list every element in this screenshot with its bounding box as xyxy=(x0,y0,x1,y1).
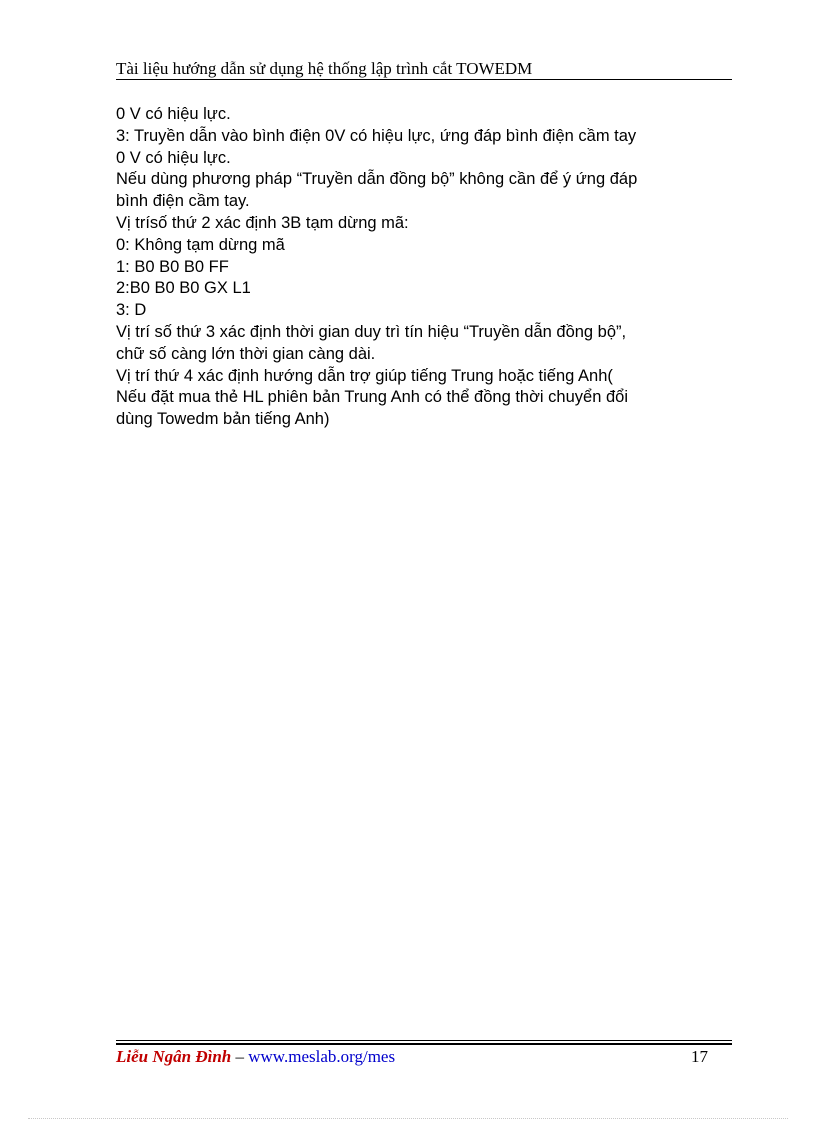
page-number: 17 xyxy=(691,1047,708,1066)
body-line: 0 V có hiệu lực. xyxy=(116,105,231,123)
body-line: 3: D xyxy=(116,301,147,320)
body-line: 0 V có hiệu lực. xyxy=(116,148,231,167)
body-line: 1: B0 B0 B0 FF xyxy=(116,257,229,276)
page-header xyxy=(116,58,732,80)
body-line: Vị trí số thứ 3 xác định thời gian duy trì tín hiệu “Truyền dẫn đồng bộ”, xyxy=(116,322,627,341)
body-line: chữ số càng lớn thời gian càng dài. xyxy=(116,344,376,363)
body-text xyxy=(116,104,730,431)
header-rule xyxy=(116,79,732,80)
body-line: bình điện cầm tay. xyxy=(116,192,250,211)
page-footer xyxy=(116,1045,708,1069)
footer-url-link[interactable]: www.meslab.org/mes xyxy=(248,1047,396,1066)
body-line: Nếu đặt mua thẻ HL phiên bản Trung Anh có thể đồng thời chuyển đổi xyxy=(116,388,628,407)
body-line: Nếu dùng phương pháp “Truyền dẫn đồng bộ” không cần để ý ứng đáp xyxy=(116,170,638,189)
body-line: 3: Truyền dẫn vào bình điện 0V có hiệu lực, ứng đáp bình điện cầm tay xyxy=(116,126,637,145)
body-line: 0: Không tạm dừng mã xyxy=(116,235,285,254)
footer-rule xyxy=(116,1040,732,1041)
page-bottom-border xyxy=(28,1118,788,1119)
body-line: dùng Towedm bản tiếng Anh) xyxy=(116,410,330,429)
footer-author: Liễu Ngân Đình xyxy=(116,1047,232,1066)
body-line: Vị trí thứ 4 xác định hướng dẫn trợ giúp tiếng Trung hoặc tiếng Anh( xyxy=(116,366,613,385)
header-title: Tài liệu hướng dẫn sử dụng hệ thống lập trình cắt TOWEDM xyxy=(116,59,533,78)
body-line: 2:B0 B0 B0 GX L1 xyxy=(116,279,251,298)
footer-separator: – xyxy=(231,1047,249,1066)
body-line: Vị trísố thứ 2 xác định 3B tạm dừng mã: xyxy=(116,213,409,232)
